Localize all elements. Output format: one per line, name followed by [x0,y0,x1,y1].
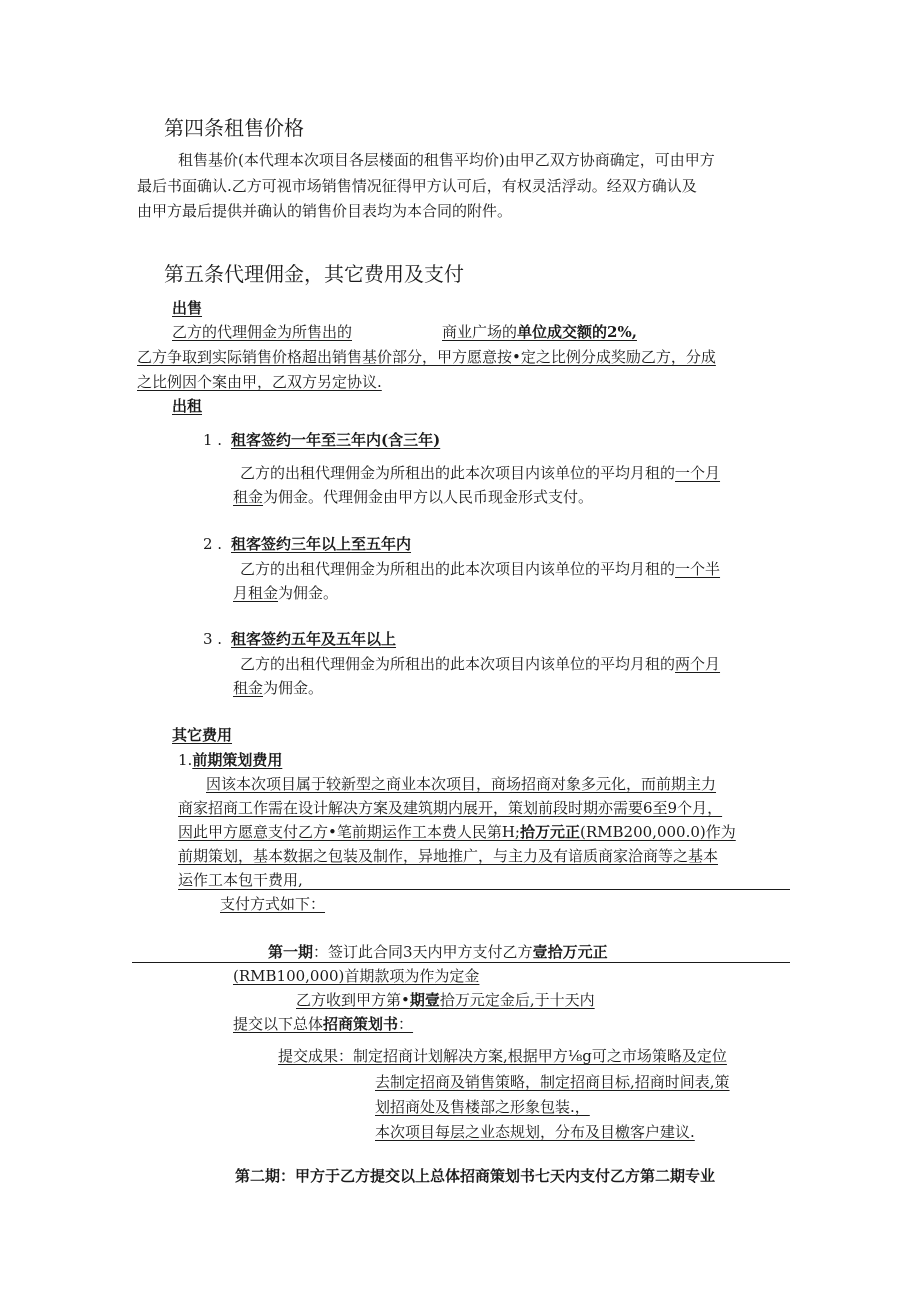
article-4-line-1: 租售基价(本代理本次项目各层楼面的租售平均价)由甲乙双方协商确定，可由甲方 [178,151,715,169]
phase-1-line-4-a: 提交以下总体 [233,1015,324,1033]
other-fees-para-2: 商家招商工作需在设计解决方案及建筑期内展开，策划前段时期亦需要6至9个月， [178,799,723,817]
other-fees-para-3 [178,822,736,842]
article-4-line-3: 由甲方最后提供并确认的销售价目表均为本合同的附件。 [137,202,513,220]
rent-item-3-amount-2: 租金 [233,679,264,697]
rent-item-2-text: 乙方的出租代理佣金为所租出的此本次项目内该单位的平均月租的 [240,560,676,578]
sale-line-3: 之比例因个案由甲，乙双方另定协议. [137,373,382,391]
phase-1-line-3-c: 拾万元定金后,于十天内 [439,991,595,1009]
rent-item-1-text: 乙方的出租代理佣金为所租出的此本次项目内该单位的平均月租的 [240,464,676,482]
rent-item-3-line-2 [233,678,323,698]
rent-item-3-number: 3 . [203,630,223,648]
phase-1-line-4 [233,1014,413,1034]
phase-1-rule [132,962,790,963]
rent-item-1-number: 1 . [203,431,223,449]
rent-item-2-line-1 [240,559,720,579]
rent-item-2-text-2: 为佣金。 [278,584,339,602]
phase-1-amount: 壹拾万元正 [532,943,608,961]
article-4-line-2: 最后书面确认.乙方可视市场销售情况征得甲方认可后，有权灵活浮动。经双方确认及 [137,177,697,195]
rent-item-3-title: 租客签约五年及五年以上 [231,630,397,648]
article-4-heading: 第四条租售价格 [164,116,304,140]
phase-1-line-4-b: 招商策划书 [323,1015,399,1033]
other-fees-para-3-c: (RMB200,000.0)作为 [580,823,736,841]
phase-1-line-1 [268,942,608,962]
sale-line-2: 乙方争取到实际销售价格超出销售基价部分，甲方愿意按•定之比例分成奖励乙方，分成 [137,348,716,366]
other-fees-para-3-b: 拾万元正 [520,823,581,841]
rent-item-2-amount: 一个半 [675,560,721,578]
other-fees-sub [178,750,282,770]
rent-item-2-number: 2 . [203,535,223,553]
phase-1-line-3-a: 乙方收到甲方第• [296,991,410,1009]
rent-item-2-title: 租客签约三年以上至五年内 [231,535,412,553]
phase-1-label: 第一期 [268,943,314,961]
other-fees-para-1: 因该本次项目属于较新型之商业本次项目，商场招商对象多元化，而前期主力 [206,775,717,793]
payment-method-label: 支付方式如下： [220,895,326,913]
other-fees-title: 其它费用 [172,726,233,744]
deliverables-line-3: 划招商处及售楼部之形象包装.， [375,1098,590,1116]
phase-1-line-2: (RMB100,000)首期款项为作为定金 [233,967,480,985]
other-fees-sub-number: 1. [178,751,193,769]
rent-item-3-text-2: 为佣金。 [263,679,324,697]
article-5-heading: 第五条代理佣金，其它费用及支付 [164,262,464,286]
rent-item-1-text-2: 为佣金。代理佣金由甲方以人民币现金形式支付。 [263,488,594,506]
phase-1-text: ：签订此合同3天内甲方支付乙方 [313,943,533,961]
rent-item-1-amount: 一个月 [675,464,721,482]
sale-title: 出售 [172,299,203,317]
rent-item-1-line-2 [233,487,593,507]
rent-item-3-amount: 两个月 [675,655,721,673]
other-fees-rule [178,889,790,890]
sale-line-1-b: 商业广场的 [442,323,518,341]
sale-line-1-a: 乙方的代理佣金为所售出的 [172,323,353,341]
phase-2-line: 第二期：甲方于乙方提交以上总体招商策划书七天内支付乙方第二期专业 [235,1167,716,1185]
sale-line-1-c: 单位成交额的2%, [517,323,637,341]
other-fees-para-5: 运作工本包干费用, [178,871,303,889]
phase-1-line-3-b: 期壹 [409,991,440,1009]
phase-1-line-3 [296,990,595,1010]
rent-item-1-line-1 [240,463,720,483]
rent-item-2-amount-2: 月租金 [233,584,279,602]
deliverables-line-4: 本次项目每层之业态规划，分布及目檄客户建议. [375,1123,695,1141]
other-fees-sub-title: 前期策划费用 [192,751,283,769]
rent-item-1-amount-2: 租金 [233,488,264,506]
deliverables-line-2: 去制定招商及销售策略，制定招商目标,招商时间表,策 [375,1073,730,1091]
phase-1-line-4-c: ： [398,1015,414,1033]
rent-item-2-line-2 [233,583,338,603]
deliverables-line-1: 提交成果：制定招商计划解决方案,根据甲方⅛g可之市场策略及定位 [278,1047,727,1065]
rent-item-1-title: 租客签约一年至三年内(含三年) [231,431,441,449]
other-fees-para-4: 前期策划，基本数据之包装及制作，异地推广，与主力及有谙质商家洽商等之基本 [178,847,719,865]
rent-title: 出租 [172,397,203,415]
rent-item-3-text: 乙方的出租代理佣金为所租出的此本次项目内该单位的平均月租的 [240,655,676,673]
sale-line-1 [172,322,637,342]
rent-item-3-line-1 [240,654,720,674]
other-fees-para-3-a: 因此甲方愿意支付乙方•笔前期运作工本费人民第H; [178,823,520,841]
